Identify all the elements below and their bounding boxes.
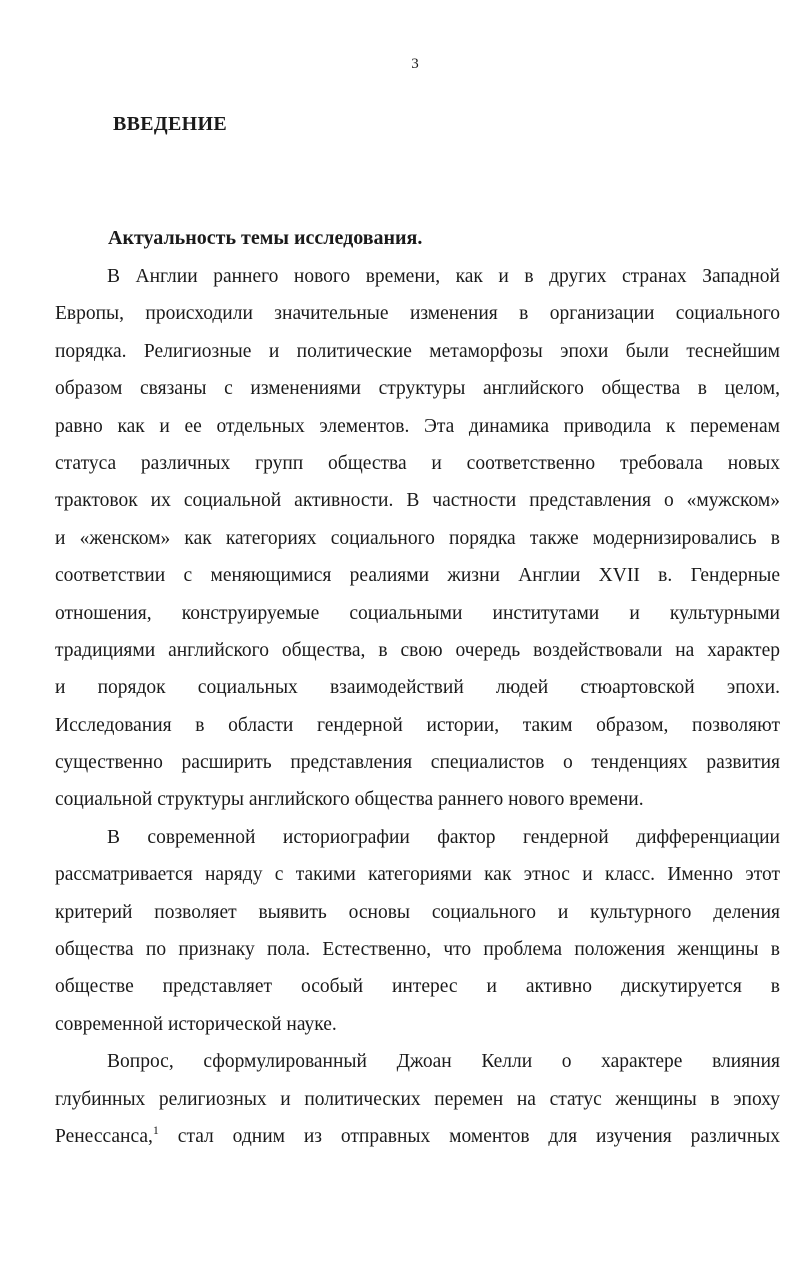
text-line: Европы, происходили значительные изменения в организации социального bbox=[55, 303, 780, 325]
paragraph-1 bbox=[55, 258, 780, 819]
section-heading: Актуальность темы исследования. bbox=[108, 227, 423, 249]
text-line: современной исторической науке. bbox=[55, 1013, 337, 1035]
text-line: статуса различных групп общества и соответственно требовала новых bbox=[55, 452, 780, 474]
text-fragment: Ренессанса, bbox=[55, 1125, 153, 1147]
text-line: Вопрос, сформулированный Джоан Келли о характере влияния bbox=[107, 1051, 780, 1073]
paragraph-2 bbox=[55, 819, 780, 1043]
text-fragment: стал одним из отправных моментов для изучения различных bbox=[158, 1125, 780, 1147]
text-line: отношения, конструируемые социальными институтами и культурными bbox=[55, 602, 780, 624]
text-line: глубинных религиозных и политических перемен на статус женщины в эпоху bbox=[55, 1088, 780, 1110]
text-line: и «женском» как категориях социального порядка также модернизировались в bbox=[55, 527, 780, 549]
text-line: трактовок их социальной активности. В частности представления о «мужском» bbox=[55, 490, 780, 512]
footnote-reference[interactable]: 1 bbox=[152, 1122, 159, 1137]
text-line bbox=[55, 1118, 780, 1155]
body-text bbox=[55, 258, 780, 1155]
page-title: ВВЕДЕНИЕ bbox=[113, 113, 227, 135]
text-line: рассматривается наряду с такими категориями как этнос и класс. Именно этот bbox=[55, 864, 780, 886]
text-line: Исследования в области гендерной истории, таким образом, позволяют bbox=[55, 714, 780, 736]
text-line: В современной историографии фактор гендерной дифференциации bbox=[107, 826, 780, 848]
paragraph-3 bbox=[55, 1043, 780, 1155]
text-line: и порядок социальных взаимодействий людей стюартовской эпохи. bbox=[55, 677, 780, 699]
page-number: 3 bbox=[411, 56, 419, 72]
text-line: В Англии раннего нового времени, как и в других странах Западной bbox=[107, 266, 780, 287]
text-line: равно как и ее отдельных элементов. Эта динамика приводила к переменам bbox=[55, 415, 780, 437]
text-line: порядка. Религиозные и политические метаморфозы эпохи были теснейшим bbox=[55, 340, 780, 362]
text-line: существенно расширить представления специалистов о тенденциях развития bbox=[55, 752, 780, 774]
text-line: критерий позволяет выявить основы социального и культурного деления bbox=[55, 901, 780, 923]
text-line: традициями английского общества, в свою очередь воздействовали на характер bbox=[55, 639, 780, 661]
text-line: обществе представляет особый интерес и активно дискутируется в bbox=[55, 976, 780, 998]
text-line: социальной структуры английского общества раннего нового времени. bbox=[55, 789, 644, 811]
text-line: соответствии с меняющимися реалиями жизни Англии XVII в. Гендерные bbox=[55, 565, 780, 587]
text-line: общества по признаку пола. Естественно, что проблема положения женщины в bbox=[55, 939, 780, 961]
text-line: образом связаны с изменениями структуры английского общества в целом, bbox=[55, 378, 780, 400]
